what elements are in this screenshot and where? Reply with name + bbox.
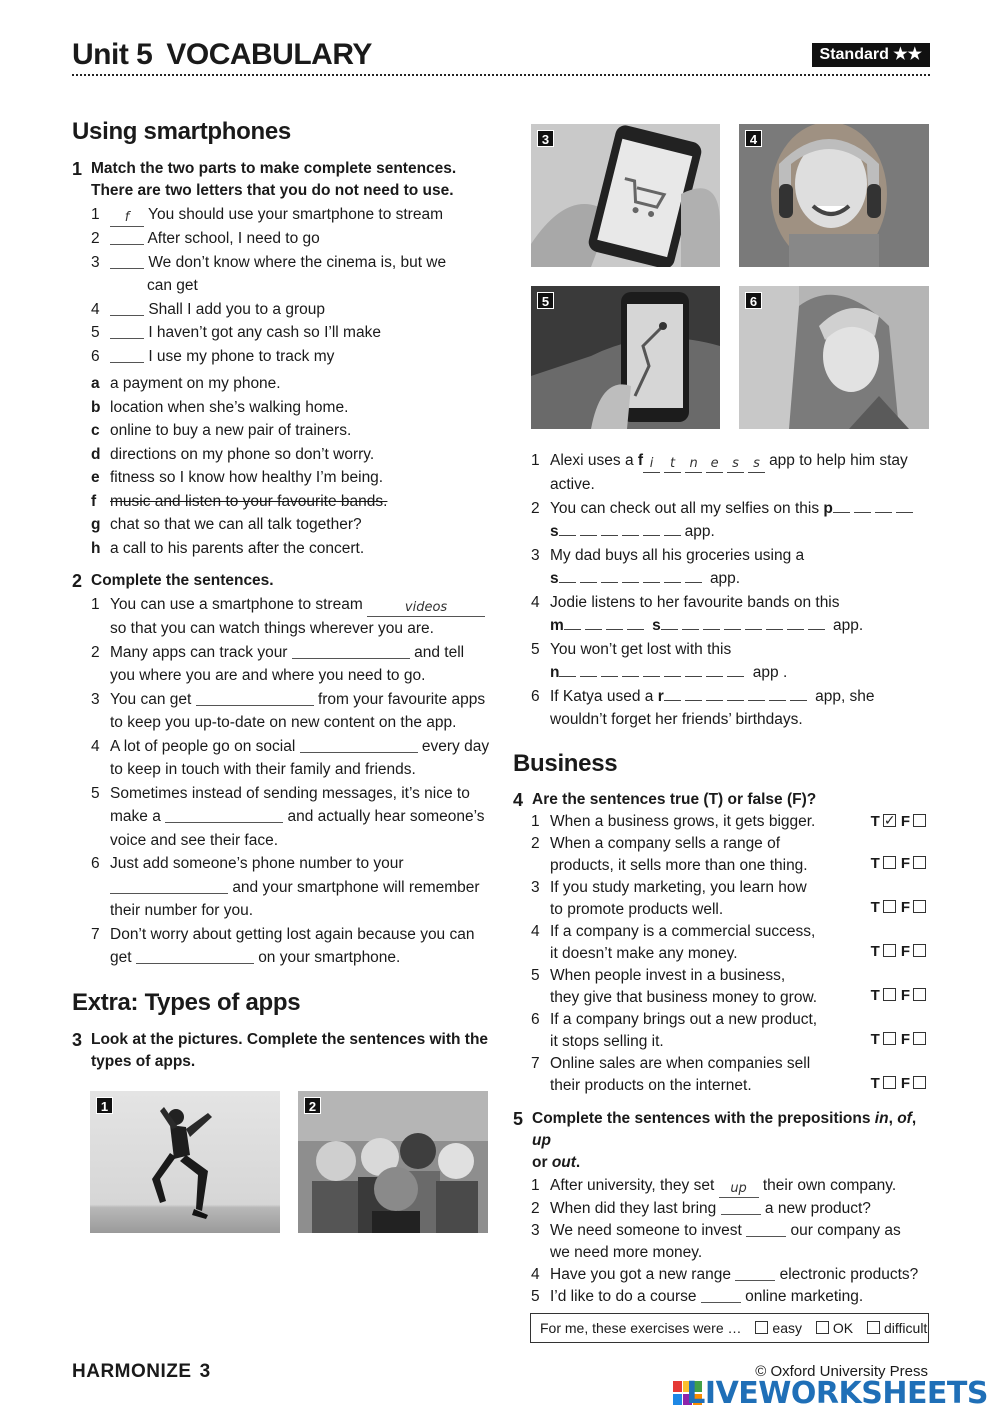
list-item (72, 688, 492, 735)
item-text: A lot of people go on social (110, 737, 296, 755)
ending-item (72, 513, 492, 537)
letter-field[interactable]: i (643, 456, 660, 473)
difficult-label: difficult (884, 1320, 928, 1336)
item-number: 5 (531, 967, 540, 984)
exercise-2-items (72, 593, 492, 970)
item-text: We need someone to invest (550, 1222, 742, 1239)
item-text: After school, I need to go (147, 230, 320, 247)
brand-level: 3 (199, 1361, 211, 1382)
false-label: F (900, 943, 910, 960)
ending-letter: d (91, 445, 101, 463)
exercise-5-title: 5 Complete the sentences with the prepositions in, of, up or out. (513, 1108, 931, 1174)
item-text: products, it sells more than one thing. (550, 857, 808, 874)
ending-text-used: music and listen to your favourite bands. (110, 492, 388, 510)
first-letter: r (657, 687, 664, 705)
preposition: of (897, 1110, 912, 1127)
photo-number: 2 (304, 1097, 321, 1114)
exercise-4-title (513, 789, 931, 811)
page-title (72, 38, 372, 72)
exercise-5-items (513, 1175, 931, 1308)
business-section (513, 750, 931, 1308)
item-number: 1 (531, 452, 540, 469)
exercise-instruction: Complete the sentences with the prepositions (532, 1110, 871, 1127)
list-item (531, 1264, 931, 1286)
item-number: 4 (531, 1266, 540, 1283)
item-text: make a (110, 808, 161, 825)
list-item (531, 921, 931, 965)
item-number: 6 (91, 855, 100, 872)
item-text: We don’t know where the cinema is, but we (148, 253, 447, 271)
item-number: 2 (531, 1200, 540, 1217)
ending-letter: c (91, 422, 100, 439)
ending-item (72, 372, 492, 396)
tf-options (871, 1075, 931, 1092)
list-item (531, 1009, 931, 1053)
true-checkbox[interactable] (883, 944, 896, 957)
level-badge: Standard ★★ (812, 43, 930, 67)
item-text: Don’t worry about getting lost again because you can (110, 925, 475, 943)
true-label: T (870, 987, 880, 1004)
first-letter: m (550, 617, 564, 634)
item-number: 3 (531, 1222, 540, 1239)
ending-item (72, 466, 492, 490)
item-text: Just add someone’s phone number to your (110, 855, 404, 872)
item-number: 2 (91, 230, 100, 247)
answer-field[interactable] (110, 878, 228, 894)
list-item (531, 1286, 931, 1308)
item-number: 5 (531, 640, 540, 658)
item-text: Sometimes instead of sending messages, it’s nice to (110, 784, 470, 802)
photo-number: 6 (745, 292, 762, 309)
false-checkbox[interactable] (913, 988, 926, 1001)
preposition: in (874, 1110, 889, 1127)
list-item (531, 449, 931, 497)
photo-number: 4 (745, 130, 762, 147)
first-letter: s (550, 570, 559, 587)
item-text: You should use your smartphone to stream (148, 206, 443, 223)
list-item (72, 923, 492, 970)
exercise-1-items (72, 203, 492, 368)
item-number: 7 (91, 925, 100, 943)
true-label: T (870, 1031, 880, 1048)
runner-image (90, 1091, 280, 1233)
item-number: 1 (91, 206, 100, 223)
false-label: F (900, 1075, 910, 1092)
item-text: it stops selling it. (550, 1033, 664, 1050)
list-item (531, 1198, 931, 1220)
item-text: it doesn’t make any money. (550, 945, 738, 962)
answer-field[interactable]: videos (367, 601, 485, 617)
item-text: If you study marketing, you learn how (550, 879, 807, 896)
item-text: so that you can watch things wherever you are. (110, 620, 434, 637)
item-text: our company as (790, 1222, 901, 1239)
copyright: © Oxford University Press (755, 1363, 928, 1380)
item-number: 2 (91, 643, 100, 661)
item-text: If a company is a commercial success, (550, 923, 816, 940)
true-checkbox[interactable] (883, 1032, 896, 1045)
true-checkbox[interactable] (883, 814, 896, 827)
exercise-instruction: Complete the sentences. (91, 572, 274, 589)
exercise-number: 3 (72, 1029, 83, 1050)
list-item (72, 298, 492, 322)
item-text: voice and see their face. (110, 831, 279, 849)
ending-item (72, 490, 492, 514)
item-number: 2 (531, 499, 540, 517)
item-number: 4 (531, 923, 540, 940)
item-number: 1 (91, 596, 100, 613)
list-item (72, 782, 492, 853)
answer-field[interactable] (196, 690, 314, 706)
girl-image (739, 124, 929, 267)
item-text: If a company brings out a new product, (550, 1011, 818, 1028)
item-text: You won’t get lost with this (550, 640, 732, 658)
item-text: we need more money. (550, 1244, 703, 1261)
brand-name: HARMONIZE (72, 1361, 192, 1382)
item-number: 5 (531, 1288, 540, 1305)
tf-options (871, 1031, 931, 1048)
section-title-business: Business (513, 750, 618, 777)
true-label: T (870, 943, 880, 960)
ending-item (72, 396, 492, 420)
difficult-checkbox[interactable] (867, 1321, 880, 1334)
item-text: to keep in touch with their family and friends. (110, 761, 416, 778)
tf-options (871, 987, 931, 1004)
item-text: get (110, 949, 132, 966)
easy-checkbox[interactable] (755, 1321, 768, 1334)
item-text: app, she (815, 687, 875, 705)
item-number: 3 (531, 879, 540, 896)
exercise-instruction: Match the two parts to make complete sentences. There are two letters that you do not need to use. (91, 160, 457, 199)
item-text: Online sales are when companies sell (550, 1055, 811, 1072)
item-text: every day (421, 737, 490, 755)
liveworksheets-watermark[interactable]: LIVEWORKSHEETS (686, 1376, 988, 1411)
answer-field[interactable] (110, 300, 144, 316)
ending-letter: g (91, 516, 101, 533)
list-item (531, 877, 931, 921)
exercise-3-items (531, 449, 931, 732)
item-number: 6 (91, 347, 100, 365)
photo-number: 1 (96, 1097, 113, 1114)
false-checkbox[interactable] (913, 944, 926, 957)
ending-letter: a (91, 375, 100, 392)
ending-text: fitness so I know how healthy I’m being. (110, 469, 384, 486)
ending-text: online to buy a new pair of trainers. (110, 422, 352, 439)
item-text: and your smartphone will remember (232, 878, 480, 896)
left-column (72, 118, 492, 1073)
item-number: 2 (531, 835, 540, 852)
letter-field[interactable]: t (664, 456, 681, 473)
item-text: My dad buys all his groceries using a (550, 546, 805, 564)
item-number: 1 (531, 813, 540, 830)
item-text: to promote products well. (550, 901, 724, 918)
item-text: active. (550, 476, 595, 493)
tf-options (871, 943, 931, 960)
self-assessment-box (530, 1313, 929, 1343)
photo-5-navigation-app (531, 286, 720, 429)
item-text: a new product? (764, 1200, 871, 1217)
item-text: You can check out all my selfies on this (550, 499, 820, 517)
answer-field[interactable] (110, 347, 144, 363)
false-checkbox[interactable] (913, 900, 926, 913)
item-text: wouldn’t forget her friends’ birthdays. (550, 711, 803, 728)
false-checkbox[interactable] (913, 1032, 926, 1045)
first-letter: s (652, 617, 661, 634)
first-letter: s (550, 523, 559, 540)
false-checkbox[interactable] (913, 1076, 926, 1089)
first-letter: f (637, 452, 644, 469)
item-number: 5 (91, 784, 100, 802)
list-item (72, 345, 492, 369)
shopping-phone-image (531, 124, 720, 267)
list-item (531, 833, 931, 877)
list-item (72, 593, 492, 641)
answer-field[interactable] (110, 229, 144, 245)
list-item (72, 203, 492, 227)
ending-text: location when she’s walking home. (110, 398, 349, 416)
list-item (531, 811, 931, 833)
item-text: I’d like to do a course (550, 1288, 697, 1305)
first-letter: n (550, 664, 560, 681)
item-text: When did they last bring (550, 1200, 717, 1217)
item-text: After university, they set (550, 1177, 715, 1194)
tf-options (871, 899, 931, 916)
ending-item (72, 537, 492, 561)
item-text: When a company sells a range of (550, 835, 781, 852)
item-number: 4 (91, 300, 100, 318)
answer-field[interactable] (110, 253, 144, 269)
item-text: can get (147, 277, 198, 294)
answer-field[interactable] (300, 737, 418, 753)
ending-text: chat so that we can all talk together? (110, 516, 362, 533)
exercise-number: 4 (513, 790, 524, 810)
answer-field[interactable]: f (110, 211, 144, 227)
woman-image (739, 286, 929, 429)
list-item (531, 638, 931, 685)
item-text: I use my phone to track my (148, 347, 335, 365)
first-letter: p (823, 499, 833, 517)
item-text: If Katya used a (550, 687, 654, 705)
list-item (531, 685, 931, 732)
ending-letter: h (91, 539, 101, 557)
true-checkbox[interactable] (883, 900, 896, 913)
letter-field[interactable]: s (727, 456, 744, 473)
item-text: app . (752, 664, 788, 681)
ending-letter: e (91, 469, 100, 486)
answer-field[interactable] (165, 807, 283, 823)
ending-item (72, 419, 492, 443)
item-text: You can get (110, 690, 192, 708)
ok-label: OK (832, 1320, 854, 1336)
map-phone-image (531, 286, 720, 429)
item-text: When people invest in a business, (550, 967, 786, 984)
item-text: and actually hear someone’s (287, 808, 485, 825)
easy-label: easy (772, 1320, 802, 1336)
false-checkbox[interactable] (913, 856, 926, 869)
false-checkbox[interactable] (913, 814, 926, 827)
item-text: from your favourite apps (317, 690, 486, 708)
exercise-number: 1 (72, 159, 83, 179)
item-text: Alexi uses a (550, 452, 634, 469)
list-item (531, 591, 931, 638)
photo-2-selfie-group (298, 1091, 488, 1233)
list-item (72, 227, 492, 251)
page-header (72, 38, 930, 76)
item-text: app. (709, 570, 741, 587)
item-text: you where you are and where you need to go. (110, 667, 426, 684)
exercise-1-title (72, 158, 492, 202)
true-checkbox[interactable] (883, 1076, 896, 1089)
false-label: F (900, 987, 910, 1004)
answer-field[interactable] (136, 948, 254, 964)
list-item (531, 497, 931, 544)
answer-field[interactable] (292, 643, 410, 659)
answer-field[interactable] (110, 323, 144, 339)
item-text: their products on the internet. (550, 1077, 752, 1094)
list-item (531, 965, 931, 1009)
photo-1-runner (90, 1091, 280, 1233)
item-number: 5 (91, 324, 100, 341)
unit-label: Unit 5 (72, 38, 153, 71)
item-text: When a business grows, it gets bigger. (550, 813, 816, 830)
letter-fields (643, 449, 769, 473)
answer-field[interactable]: up (719, 1182, 759, 1198)
answer-field[interactable] (701, 1287, 741, 1303)
item-number: 7 (531, 1055, 540, 1072)
photo-number: 3 (537, 130, 554, 147)
ending-item (72, 443, 492, 467)
item-text: Have you got a new range (550, 1266, 731, 1283)
item-number: 4 (91, 737, 100, 755)
ending-letter: f (91, 492, 97, 510)
brand-logo (72, 1361, 211, 1383)
ok-checkbox[interactable] (816, 1321, 829, 1334)
item-number: 6 (531, 1011, 540, 1028)
section-label: VOCABULARY (166, 38, 372, 71)
item-text: their own company. (762, 1177, 897, 1194)
item-number: 3 (531, 546, 540, 564)
ending-text: a payment on my phone. (110, 375, 281, 392)
exercise-1-endings (72, 372, 492, 560)
item-text: I haven’t got any cash so I’ll make (148, 324, 381, 341)
exercise-number: 5 (513, 1109, 524, 1129)
self-assessment-prompt: For me, these exercises were … (540, 1320, 742, 1336)
true-label: T (870, 1075, 880, 1092)
list-item (72, 251, 492, 298)
letter-field[interactable]: e (706, 456, 723, 473)
tf-options (871, 855, 931, 872)
preposition: up (532, 1132, 551, 1149)
preposition: out (551, 1154, 576, 1171)
item-text: app. (684, 523, 715, 540)
item-text: app to help him stay (769, 452, 908, 469)
photo-number: 5 (537, 292, 554, 309)
true-false-list (513, 811, 931, 1097)
item-text: on your smartphone. (258, 949, 401, 966)
item-text: You can use a smartphone to stream (110, 596, 363, 613)
item-text: and tell (414, 643, 465, 661)
list-item (531, 1053, 931, 1097)
true-checkbox[interactable] (883, 856, 896, 869)
true-label: T (870, 899, 880, 916)
answer-field[interactable] (735, 1265, 775, 1281)
true-label: T (870, 855, 880, 872)
item-text: app. (833, 617, 864, 634)
item-text: Shall I add you to a group (148, 300, 325, 318)
ending-letter: b (91, 398, 101, 416)
item-text: electronic products? (779, 1266, 919, 1283)
item-number: 1 (531, 1177, 540, 1194)
letter-field[interactable]: n (685, 456, 702, 473)
ending-text: directions on my phone so don’t worry. (110, 445, 375, 463)
photo-6-woman-forgetful (739, 286, 929, 429)
item-text: Many apps can track your (110, 643, 288, 661)
answer-field[interactable] (721, 1199, 761, 1215)
item-number: 4 (531, 593, 540, 611)
exercise-instruction: Look at the pictures. Complete the sentences with the types of apps. (91, 1030, 489, 1070)
exercise-instruction: or (532, 1154, 548, 1171)
item-text: online marketing. (745, 1288, 864, 1305)
false-label: F (900, 899, 910, 916)
section-title-types-of-apps: Extra: Types of apps (72, 988, 301, 1016)
group-image (298, 1091, 488, 1233)
exercise-3-title (72, 1029, 492, 1073)
ending-text: a call to his parents after the concert. (110, 539, 365, 557)
tf-options (871, 811, 931, 833)
list-item (72, 735, 492, 782)
list-item (72, 852, 492, 923)
photo-3-shopping-app (531, 124, 720, 267)
false-label: F (900, 855, 910, 872)
list-item (72, 321, 492, 345)
false-label: F (900, 813, 910, 830)
exercise-number: 2 (72, 571, 83, 591)
letter-field[interactable]: s (748, 456, 765, 473)
item-text: they give that business money to grow. (550, 989, 818, 1006)
item-text: Jodie listens to her favourite bands on this (550, 593, 840, 611)
list-item (531, 544, 931, 591)
list-item (72, 641, 492, 688)
item-number: 3 (91, 253, 100, 271)
exercise-2-title (72, 570, 492, 592)
section-title-smartphones: Using smartphones (72, 118, 291, 145)
false-label: F (900, 1031, 910, 1048)
item-number: 3 (91, 690, 100, 708)
item-text: to keep you up-to-date on new content on the app. (110, 714, 457, 731)
true-label: T (870, 813, 880, 830)
list-item (531, 1175, 931, 1198)
item-number: 6 (531, 687, 540, 705)
list-item (531, 1220, 931, 1264)
true-checkbox[interactable] (883, 988, 896, 1001)
answer-field[interactable] (746, 1221, 786, 1237)
photo-4-girl-headphones (739, 124, 929, 267)
item-text: their number for you. (110, 902, 254, 919)
exercise-instruction: Are the sentences true (T) or false (F)? (532, 791, 817, 808)
